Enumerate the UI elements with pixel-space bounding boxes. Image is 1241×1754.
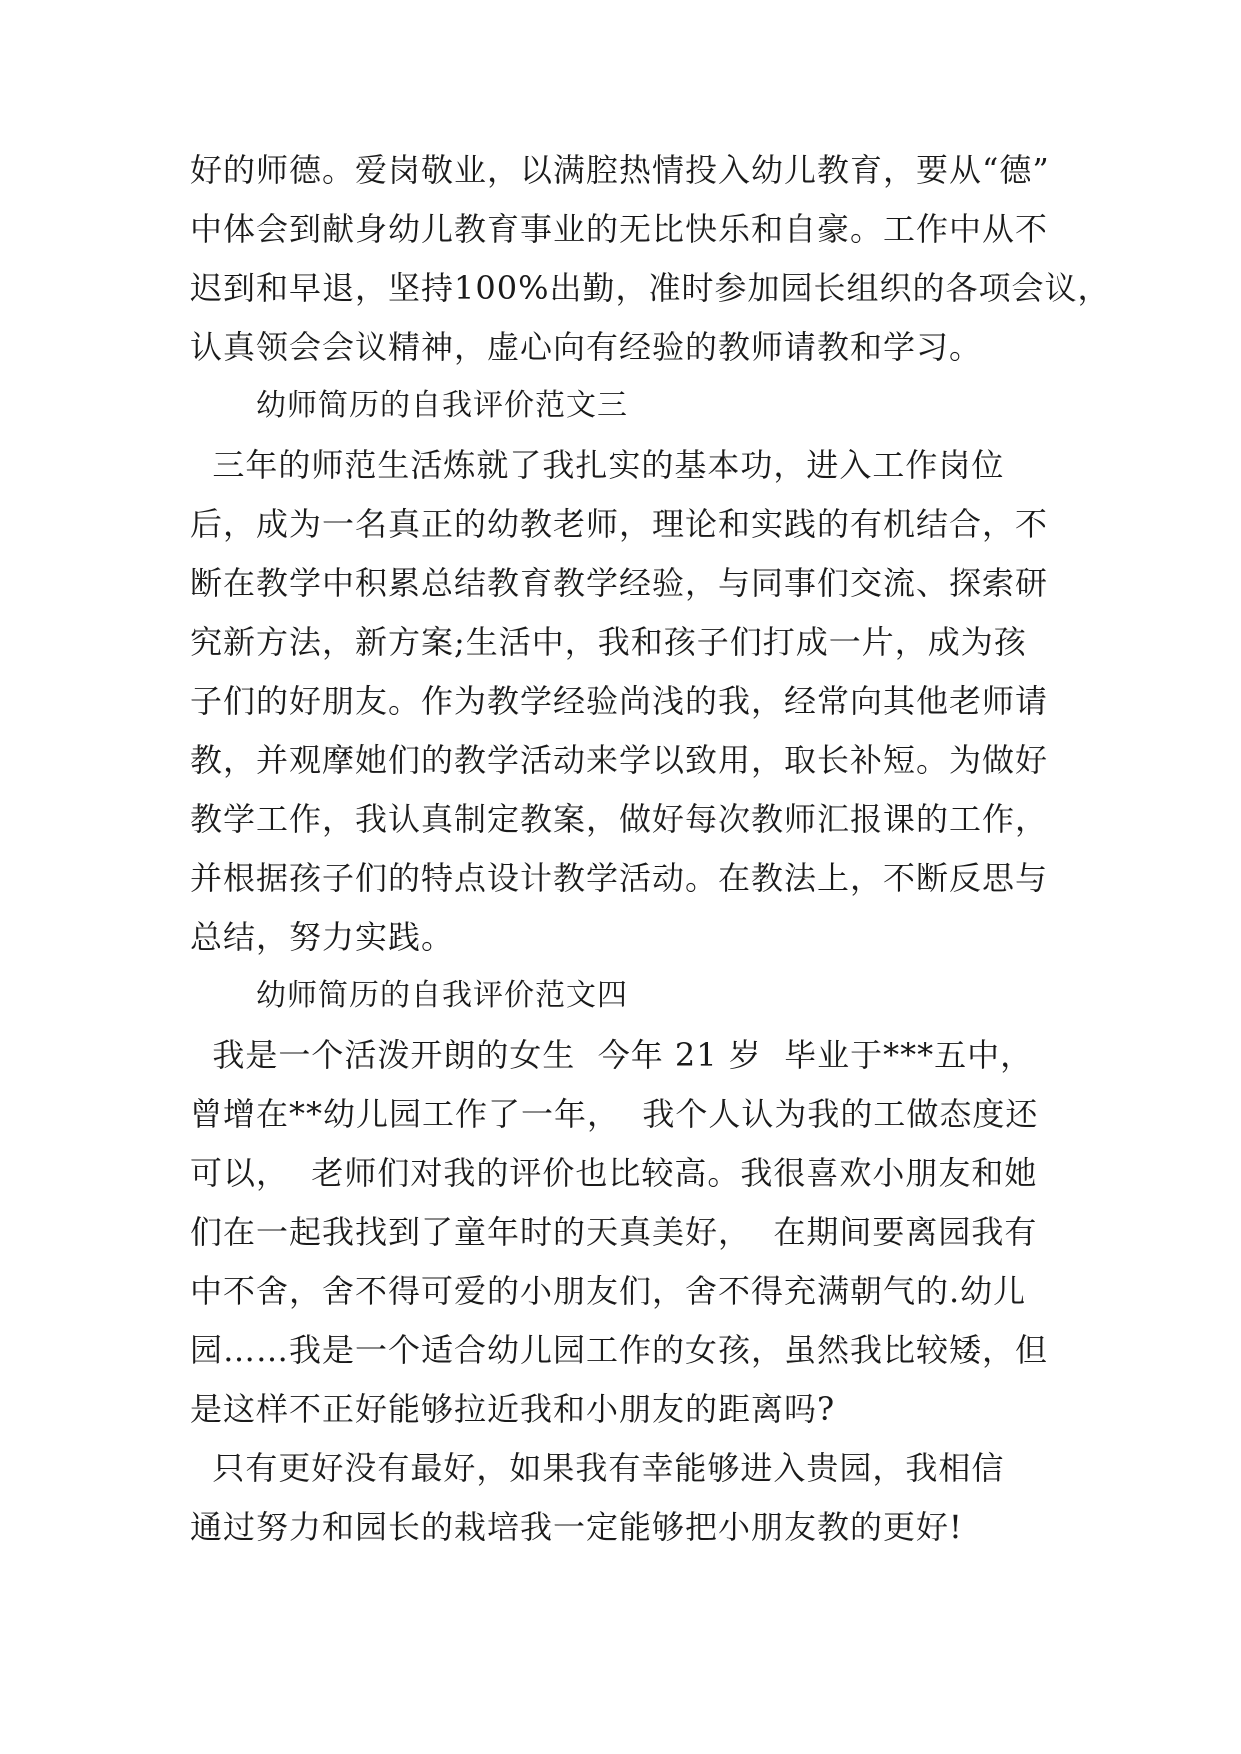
paragraph-line: 究新方法，新方案;生活中，我和孩子们打成一片，成为孩 [190, 623, 1027, 661]
paragraph-line: 只有更好没有最好，如果我有幸能够进入贵园，我相信 [190, 1449, 1005, 1487]
paragraph-line: 中体会到献身幼儿教育事业的无比快乐和自豪。工作中从不 [190, 210, 1049, 248]
paragraph-line: 可以， 老师们对我的评价也比较高。我很喜欢小朋友和她 [190, 1154, 1038, 1192]
paragraph-line: 通过努力和园长的栽培我一定能够把小朋友教的更好! [190, 1508, 963, 1546]
paragraph-line: 总结，努力实践。 [190, 918, 455, 956]
paragraph-line: 并根据孩子们的特点设计教学活动。在教法上，不断反思与 [190, 859, 1049, 897]
paragraph-line: 中不舍，舍不得可爱的小朋友们，舍不得充满朝气的.幼儿 [190, 1272, 1027, 1310]
paragraph-line: 后，成为一名真正的幼教老师，理论和实践的有机结合，不 [190, 505, 1049, 543]
paragraph-line: 是这样不正好能够拉近我和小朋友的距离吗? [190, 1390, 836, 1428]
paragraph-line: 教，并观摩她们的教学活动来学以致用，取长补短。为做好 [190, 741, 1049, 779]
paragraph-line: 断在教学中积累总结教育教学经验，与同事们交流、探索研 [190, 564, 1049, 602]
paragraph-line: 迟到和早退，坚持100%出勤，准时参加园长组织的各项会议， [190, 269, 1111, 307]
paragraph-line: 子们的好朋友。作为教学经验尚浅的我，经常向其他老师请 [190, 682, 1049, 720]
section-heading-4: 幼师简历的自我评价范文四 [256, 978, 628, 1013]
section-heading-3: 幼师简历的自我评价范文三 [256, 388, 628, 423]
paragraph-line: 三年的师范生活炼就了我扎实的基本功，进入工作岗位 [190, 446, 1005, 484]
paragraph-line: 教学工作，我认真制定教案，做好每次教师汇报课的工作， [190, 800, 1049, 838]
paragraph-line: 曾增在**幼儿园工作了一年， 我个人认为我的工做态度还 [190, 1095, 1039, 1133]
paragraph-line: 们在一起我找到了童年时的天真美好， 在期间要离园我有 [190, 1213, 1038, 1251]
paragraph-line: 好的师德。爱岗敬业，以满腔热情投入幼儿教育，要从“德” [190, 151, 1050, 189]
paragraph-line: 我是一个活泼开朗的女生 今年 21 岁 毕业于***五中， [190, 1036, 1034, 1074]
paragraph-line: 园……我是一个适合幼儿园工作的女孩，虽然我比较矮，但 [190, 1331, 1049, 1369]
paragraph-line: 认真领会会议精神，虚心向有经验的教师请教和学习。 [190, 328, 983, 366]
